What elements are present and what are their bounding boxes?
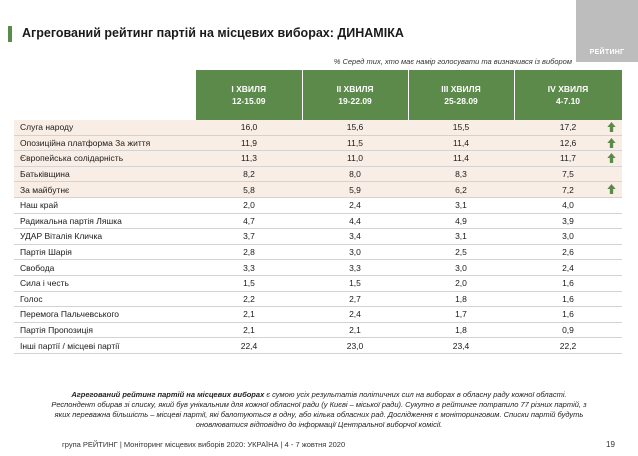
value-text: 11,0	[347, 153, 363, 164]
party-name: За майбутнє	[14, 182, 196, 198]
wave-dates: 12-15.09	[231, 96, 266, 106]
table-row	[14, 275, 622, 291]
value-text: 1,8	[455, 325, 467, 336]
value-text: 2,0	[243, 200, 255, 211]
wave-4-value	[514, 197, 622, 213]
wave-4-value	[514, 151, 622, 167]
value-text: 1,7	[455, 309, 467, 320]
party-name: Опозиційна платформа За життя	[14, 135, 196, 151]
value-text: 3,0	[562, 231, 574, 242]
value-text: 8,2	[243, 169, 255, 180]
wave-4-value	[514, 291, 622, 307]
ratings-table	[14, 70, 623, 354]
value-text: 5,9	[349, 184, 361, 195]
value-text: 1,5	[349, 278, 361, 289]
footer-text: група РЕЙТИНГ | Моніторинг місцевих виборів 2020: УКРАЇНА | 4 - 7 жовтня 2020	[62, 440, 346, 449]
table-row	[14, 182, 622, 198]
wave-4-value	[514, 166, 622, 182]
value-text: 3,7	[243, 231, 255, 242]
wave-2-value	[302, 120, 408, 135]
value-text: 16,0	[240, 122, 258, 133]
wave-4-value	[514, 260, 622, 276]
value-text: 4,7	[243, 215, 255, 226]
value-text: 15,5	[452, 122, 470, 133]
value-text: 0,9	[562, 325, 574, 336]
wave-2-value	[302, 275, 408, 291]
wave-3-value	[408, 307, 514, 323]
value-text: 1,6	[562, 278, 574, 289]
value-text: 4,9	[455, 215, 467, 226]
wave-2-value	[302, 260, 408, 276]
wave-3-value	[408, 229, 514, 245]
value-text: 22,4	[240, 340, 258, 351]
wave-3-value	[408, 213, 514, 229]
party-name: Свобода	[14, 260, 196, 276]
party-name: Батьківщина	[14, 166, 196, 182]
value-text: 7,2	[562, 184, 574, 195]
value-text: 2,1	[349, 325, 361, 336]
wave-3-value	[408, 197, 514, 213]
table-row	[14, 229, 622, 245]
table-row	[14, 322, 622, 338]
value-text: 11,5	[347, 137, 363, 148]
party-name: Голос	[14, 291, 196, 307]
up-arrow-icon	[607, 138, 616, 148]
party-name: Сила і честь	[14, 275, 196, 291]
value-text: 2,8	[243, 247, 255, 258]
table-row	[14, 166, 622, 182]
wave-3-value	[408, 244, 514, 260]
wave-label: I ХВИЛЯ	[231, 84, 267, 94]
value-text: 1,6	[562, 293, 574, 304]
table-row	[14, 244, 622, 260]
header-wave-3	[408, 70, 514, 120]
wave-2-value	[302, 213, 408, 229]
note-line1: є сумою усіх результатів політичних сил на виборах в обласну раду кожної області.	[264, 390, 567, 399]
wave-1-value	[196, 291, 302, 307]
table-row	[14, 213, 622, 229]
value-text: 3,3	[243, 262, 255, 273]
rating-logo	[576, 0, 638, 62]
note-line3: яких переважна більшість – місцеві партії, які балотуються в одну, або кілька обласних рад. Дослідження є моніторинговим. Списки партій будуть	[54, 410, 584, 419]
up-arrow-icon	[607, 153, 616, 163]
wave-label: IV ХВИЛЯ	[547, 84, 589, 94]
wave-3-value	[408, 322, 514, 338]
logo-text: РЕЙТИНГ	[589, 49, 625, 56]
wave-1-value	[196, 213, 302, 229]
value-text: 11,3	[241, 153, 257, 164]
header-blank-cell	[14, 70, 196, 120]
wave-4-value	[514, 135, 622, 151]
up-arrow-icon	[607, 122, 616, 132]
value-text: 1,8	[455, 293, 467, 304]
wave-2-value	[302, 244, 408, 260]
wave-2-value	[302, 291, 408, 307]
wave-2-value	[302, 322, 408, 338]
wave-label: III ХВИЛЯ	[441, 84, 481, 94]
table-header-row	[14, 70, 622, 120]
value-text: 11,4	[453, 153, 469, 164]
slide-title: Агрегований рейтинг партій на місцевих виборах: ДИНАМІКА	[22, 26, 404, 40]
header-wave-2	[302, 70, 408, 120]
methodology-note	[20, 390, 618, 430]
wave-1-value	[196, 120, 302, 135]
wave-1-value	[196, 338, 302, 354]
wave-1-value	[196, 166, 302, 182]
table-row	[14, 120, 622, 135]
value-text: 2,2	[243, 293, 255, 304]
value-text: 3,4	[349, 231, 361, 242]
wave-2-value	[302, 229, 408, 245]
value-text: 2,6	[562, 247, 574, 258]
wave-1-value	[196, 135, 302, 151]
wave-1-value	[196, 229, 302, 245]
note-line4: оновлюватися відповідно до інформації Центральної виборчої комісії.	[195, 420, 443, 429]
up-arrow-icon	[607, 184, 616, 194]
note-bold: Агрегований рейтинг партій на місцевих виборах	[71, 390, 265, 399]
wave-3-value	[408, 166, 514, 182]
value-text: 3,9	[562, 215, 574, 226]
value-text: 2,4	[349, 309, 361, 320]
wave-4-value	[514, 338, 622, 354]
wave-2-value	[302, 338, 408, 354]
party-name: Радикальна партія Ляшка	[14, 213, 196, 229]
party-name: Інші партії / місцеві партії	[14, 338, 196, 354]
wave-dates: 4-7.10	[555, 96, 581, 106]
value-text: 3,0	[455, 262, 467, 273]
value-text: 23,0	[346, 340, 364, 351]
value-text: 2,1	[243, 309, 255, 320]
value-text: 22,2	[559, 340, 577, 351]
wave-3-value	[408, 291, 514, 307]
value-text: 3,3	[349, 262, 361, 273]
wave-1-value	[196, 307, 302, 323]
wave-4-value	[514, 182, 622, 198]
party-name: Наш край	[14, 197, 196, 213]
wave-1-value	[196, 182, 302, 198]
value-text: 2,4	[562, 262, 574, 273]
wave-4-value	[514, 229, 622, 245]
value-text: 17,2	[559, 122, 577, 133]
wave-2-value	[302, 151, 408, 167]
party-name: Перемога Пальчевського	[14, 307, 196, 323]
wave-4-value	[514, 213, 622, 229]
wave-1-value	[196, 275, 302, 291]
wave-1-value	[196, 322, 302, 338]
value-text: 1,6	[562, 309, 574, 320]
wave-3-value	[408, 151, 514, 167]
page-number: 19	[606, 440, 615, 449]
table-row	[14, 338, 622, 354]
wave-3-value	[408, 182, 514, 198]
value-text: 2,1	[243, 325, 255, 336]
value-text: 15,6	[346, 122, 364, 133]
value-text: 7,5	[562, 169, 574, 180]
wave-dates: 25-28.09	[444, 96, 478, 106]
value-text: 3,1	[455, 231, 467, 242]
table-row	[14, 197, 622, 213]
value-text: 3,1	[455, 200, 467, 211]
wave-2-value	[302, 166, 408, 182]
wave-3-value	[408, 260, 514, 276]
party-name: Партія Шарія	[14, 244, 196, 260]
party-name: Європейська солідарність	[14, 151, 196, 167]
wave-2-value	[302, 307, 408, 323]
header-wave-4	[514, 70, 622, 120]
wave-4-value	[514, 322, 622, 338]
value-text: 12,6	[559, 137, 577, 148]
table-row	[14, 260, 622, 276]
value-text: 8,0	[349, 169, 361, 180]
value-text: 11,4	[453, 137, 469, 148]
wave-4-value	[514, 120, 622, 135]
party-name: Партія Пропозиція	[14, 322, 196, 338]
wave-3-value	[408, 120, 514, 135]
header-wave-1	[196, 70, 302, 120]
wave-2-value	[302, 197, 408, 213]
wave-3-value	[408, 135, 514, 151]
value-text: 3,0	[349, 247, 361, 258]
wave-label: II ХВИЛЯ	[336, 84, 374, 94]
party-name: Слуга народу	[14, 120, 196, 135]
wave-dates: 19-22.09	[338, 96, 372, 106]
wave-1-value	[196, 260, 302, 276]
wave-3-value	[408, 275, 514, 291]
value-text: 2,7	[349, 293, 361, 304]
wave-2-value	[302, 135, 408, 151]
title-accent-bar	[8, 26, 12, 42]
wave-4-value	[514, 275, 622, 291]
value-text: 1,5	[243, 278, 255, 289]
table-row	[14, 307, 622, 323]
table-row	[14, 135, 622, 151]
wave-1-value	[196, 197, 302, 213]
table-subtitle: % Серед тих, хто має намір голосувати та визначився із вибором	[333, 57, 572, 66]
value-text: 2,5	[455, 247, 467, 258]
value-text: 2,0	[455, 278, 467, 289]
value-text: 8,3	[455, 169, 467, 180]
value-text: 6,2	[455, 184, 467, 195]
value-text: 23,4	[452, 340, 470, 351]
wave-4-value	[514, 307, 622, 323]
table-row	[14, 291, 622, 307]
wave-1-value	[196, 151, 302, 167]
wave-1-value	[196, 244, 302, 260]
value-text: 4,4	[349, 215, 361, 226]
wave-4-value	[514, 244, 622, 260]
party-name: УДАР Віталія Кличка	[14, 229, 196, 245]
value-text: 2,4	[349, 200, 361, 211]
wave-3-value	[408, 338, 514, 354]
table-row	[14, 151, 622, 167]
note-line2: Респондент обирав зі списку, який був унікальним для кожної обласної ради (у Києві – міської ради). Сукупно в рейтинге потрапило 77 різних партій, з	[51, 400, 587, 409]
value-text: 11,9	[241, 137, 257, 148]
value-text: 5,8	[243, 184, 255, 195]
wave-2-value	[302, 182, 408, 198]
value-text: 4,0	[562, 200, 574, 211]
value-text: 11,7	[560, 153, 576, 164]
